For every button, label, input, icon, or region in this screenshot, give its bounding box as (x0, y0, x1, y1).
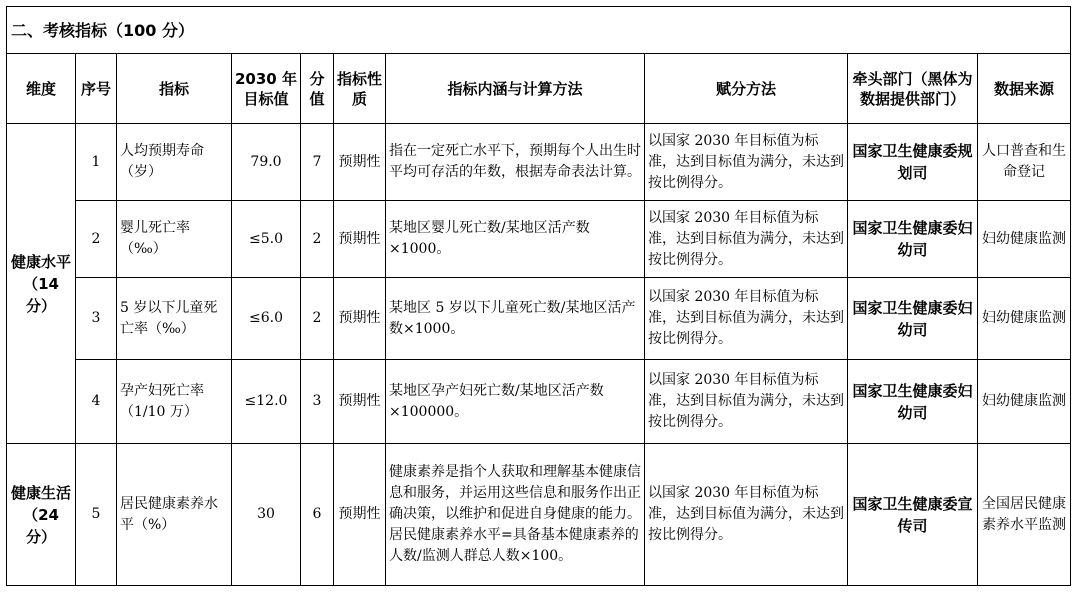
method-cell: 某地区婴儿死亡数/某地区活产数×1000。 (386, 201, 645, 278)
target-cell: 79.0 (232, 124, 301, 201)
source-cell: 人口普查和生命登记 (978, 124, 1071, 201)
method-cell: 健康素养是指个人获取和理解基本健康信息和服务，并运用这些信息和服务作出正确决策，以维护和促进自身健康的能力。居民健康素养水平=具备基本健康素养的人数/监测人群总人数×100。 (386, 444, 645, 586)
score-cell: 2 (301, 201, 334, 278)
table-row (7, 278, 1071, 360)
nature-cell: 预期性 (334, 201, 386, 278)
table-row (7, 360, 1071, 444)
indicator-cell: 孕产妇死亡率（1/10 万） (117, 360, 232, 444)
dimension-cell: 健康水平（14 分） (7, 124, 76, 444)
scoring-cell: 以国家 2030 年目标值为标准，达到目标值为满分，未达到按比例得分。 (645, 201, 848, 278)
lead-dept-cell: 国家卫生健康委妇幼司 (848, 360, 978, 444)
target-cell: 30 (232, 444, 301, 586)
header-source: 数据来源 (978, 54, 1071, 124)
source-cell: 妇幼健康监测 (978, 360, 1071, 444)
seq-cell: 4 (76, 360, 117, 444)
score-cell: 3 (301, 360, 334, 444)
scoring-cell: 以国家 2030 年目标值为标准，达到目标值为满分，未达到按比例得分。 (645, 124, 848, 201)
header-target: 2030 年目标值 (232, 54, 301, 124)
lead-dept-cell: 国家卫生健康委宣传司 (848, 444, 978, 586)
source-cell: 全国居民健康素养水平监测 (978, 444, 1071, 586)
table-row (7, 124, 1071, 201)
section-title: 二、考核指标（100 分） (7, 7, 1071, 54)
scoring-cell: 以国家 2030 年目标值为标准，达到目标值为满分，未达到按比例得分。 (645, 278, 848, 360)
lead-dept-cell: 国家卫生健康委妇幼司 (848, 278, 978, 360)
method-cell: 某地区孕产妇死亡数/某地区活产数×100000。 (386, 360, 645, 444)
header-dimension: 维度 (7, 54, 76, 124)
lead-dept-cell: 国家卫生健康委规划司 (848, 124, 978, 201)
dimension-cell: 健康生活（24 分） (7, 444, 76, 586)
indicator-cell: 5 岁以下儿童死亡率（‰） (117, 278, 232, 360)
indicator-cell: 居民健康素养水平（%） (117, 444, 232, 586)
indicator-cell: 人均预期寿命（岁） (117, 124, 232, 201)
table-row (7, 201, 1071, 278)
method-cell: 指在一定死亡水平下，预期每个人出生时平均可存活的年数，根据寿命表法计算。 (386, 124, 645, 201)
nature-cell: 预期性 (334, 444, 386, 586)
scoring-cell: 以国家 2030 年目标值为标准，达到目标值为满分，未达到按比例得分。 (645, 360, 848, 444)
score-cell: 2 (301, 278, 334, 360)
seq-cell: 5 (76, 444, 117, 586)
nature-cell: 预期性 (334, 278, 386, 360)
table-row (7, 444, 1071, 586)
header-row (7, 54, 1071, 124)
source-cell: 妇幼健康监测 (978, 201, 1071, 278)
header-score: 分值 (301, 54, 334, 124)
header-lead: 牵头部门（黑体为数据提供部门） (848, 54, 978, 124)
nature-cell: 预期性 (334, 360, 386, 444)
target-cell: ≤12.0 (232, 360, 301, 444)
target-cell: ≤6.0 (232, 278, 301, 360)
header-seq: 序号 (76, 54, 117, 124)
lead-dept-cell: 国家卫生健康委妇幼司 (848, 201, 978, 278)
header-method: 指标内涵与计算方法 (386, 54, 645, 124)
header-nature: 指标性质 (334, 54, 386, 124)
header-indicator: 指标 (117, 54, 232, 124)
target-cell: ≤5.0 (232, 201, 301, 278)
indicator-table (6, 6, 1071, 586)
indicator-cell: 婴儿死亡率（‰） (117, 201, 232, 278)
seq-cell: 2 (76, 201, 117, 278)
scoring-cell: 以国家 2030 年目标值为标准，达到目标值为满分，未达到按比例得分。 (645, 444, 848, 586)
method-cell: 某地区 5 岁以下儿童死亡数/某地区活产数×1000。 (386, 278, 645, 360)
seq-cell: 1 (76, 124, 117, 201)
source-cell: 妇幼健康监测 (978, 278, 1071, 360)
nature-cell: 预期性 (334, 124, 386, 201)
header-scoring: 赋分方法 (645, 54, 848, 124)
seq-cell: 3 (76, 278, 117, 360)
score-cell: 7 (301, 124, 334, 201)
score-cell: 6 (301, 444, 334, 586)
